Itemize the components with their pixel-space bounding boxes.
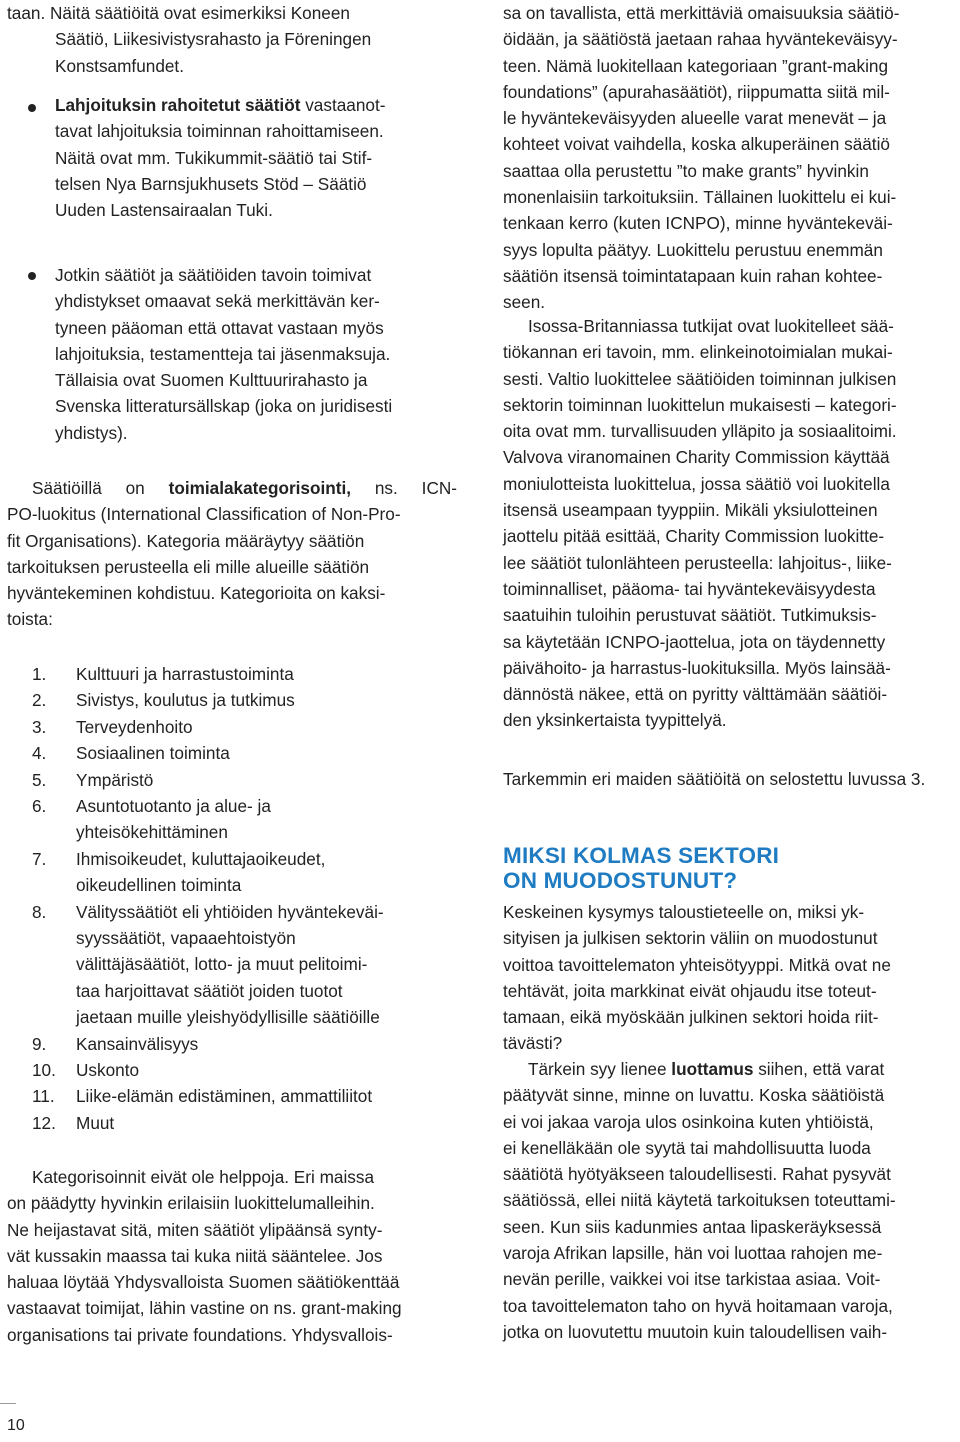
text-line: Näitä ovat mm. Tukikummit-säätiö tai Stif- — [55, 147, 373, 168]
text-line: ei kenelläkään ole syytä tai mahdollisuutta luoda — [503, 1137, 871, 1158]
text-line: foundations” (apurahasäätiöt), riippumatta siitä mil- — [503, 81, 890, 102]
bold-term: luottamus — [671, 1059, 754, 1079]
text-line: saatuihin tuloihin perustuvat säätiöt. Tutkimuksis- — [503, 605, 877, 626]
list-number: 9. — [32, 1033, 47, 1054]
list-item-text: Ympäristö — [76, 769, 154, 790]
list-item-text: Kansainvälisyys — [76, 1033, 199, 1054]
paragraph — [503, 313, 956, 734]
text-line: säätiössä, ellei niitä käytetä tarkoituksen toteuttami- — [503, 1190, 896, 1211]
text-line: vät kussakin maassa tai kuka niitä sääntelee. Jos — [7, 1245, 383, 1266]
list-item-text: Asuntotuotanto ja alue- ja — [76, 796, 271, 816]
text-line: Säätiöillä on toimialakategorisointi, ns. ICN- — [32, 478, 457, 498]
list-item-text: oikeudellinen toiminta — [76, 875, 242, 896]
text-line: tamaan, eikä myöskään julkinen sektori hoida riit- — [503, 1007, 879, 1028]
list-item-text: Sivistys, koulutus ja tutkimus — [76, 690, 295, 711]
list-item-text: taa harjoittavat säätiöt joiden tuotot — [76, 980, 343, 1001]
text-line: organisations tai private foundations. Yhdysvallois- — [7, 1324, 393, 1345]
text-line: Tärkein syy lienee luottamus siihen, että varat — [528, 1059, 885, 1079]
text-line: tiökannan eri tavoin, mm. elinkeinotoimialan mukai- — [503, 342, 893, 363]
list-item-text: Uskonto — [76, 1060, 140, 1080]
text-line: nevän perille, vaikkei voi itse tarkistaa asiaa. Voit- — [503, 1269, 881, 1290]
paragraph — [7, 1164, 457, 1348]
text-line: Kategorisoinnit eivät ole helppoja. Eri maissa — [32, 1167, 375, 1187]
text-line: yhdistys). — [55, 422, 128, 443]
text-line: Keskeinen kysymys taloustieteelle on, miksi yk- — [503, 902, 865, 922]
paragraph — [7, 475, 457, 633]
list-number: 4. — [32, 743, 47, 764]
text-line: lahjoituksia, testamentteja tai jäsenmaksuja. — [55, 343, 391, 364]
text-line: jotka on luovutettu muutoin kuin taloudellisen vaih- — [503, 1321, 888, 1342]
paragraph — [503, 899, 956, 1057]
text-line: Svenska litteratursällskap (joka on juridisesti — [55, 396, 393, 417]
text-line: on päädytty hyvinkin erilaisiin luokittelumalleihin. — [7, 1193, 375, 1214]
text-line: vastaavat toimijat, lähin vastine on ns. grant-making — [7, 1298, 402, 1319]
text-line: taan. Näitä säätiöitä ovat esimerkiksi Koneen — [7, 3, 350, 23]
text-line: le hyväntekeväisyyden alueelle varat menevät – ja — [503, 108, 887, 129]
text-line: sektorin toiminnan luokittelun mukaisesti – kategori- — [503, 394, 897, 415]
text-line: sityisen ja julkisen sektorin väliin on muodostunut — [503, 928, 878, 949]
list-item-text: Liike-elämän edistäminen, ammattiliitot — [76, 1086, 373, 1107]
text-line: hyväntekeminen kohdistuu. Kategorioita on kaksi- — [7, 583, 386, 604]
text-line: yhdistykset omaavat sekä merkittävän ker- — [55, 291, 380, 312]
text-line: fit Organisations). Kategoria määräytyy säätiön — [7, 530, 365, 551]
list-item-text: välittäjäsäätiöt, lotto- ja muut pelitoimi- — [76, 954, 368, 975]
bold-term: toimialakategorisointi, — [168, 478, 352, 498]
text-line: Valvova viranomainen Charity Commission käyttää — [503, 447, 890, 468]
list-item-text: Ihmisoikeudet, kuluttajaoikeudet, — [76, 848, 326, 869]
text-line: oita ovat mm. turvallisuuden ylläpito ja sosiaalitoimi. — [503, 421, 897, 442]
bullet-item — [55, 262, 465, 446]
list-item-text: yhteisökehittäminen — [76, 822, 228, 843]
paragraph — [503, 1056, 956, 1345]
text-line: Lahjoituksin rahoitetut säätiöt vastaanot- — [55, 95, 386, 115]
text-line: öidään, ja säätiöstä jaetaan rahaa hyväntekeväisyy- — [503, 29, 898, 50]
section-heading — [503, 843, 779, 893]
text-line: Ne heijastavat sitä, miten säätiöt ylipäänsä synty- — [7, 1219, 383, 1240]
text-line: PO-luokitus (International Classification of Non-Pro- — [7, 504, 401, 525]
list-number: 6. — [32, 796, 47, 816]
text-line: Konstsamfundet. — [55, 55, 184, 76]
list-number: 5. — [32, 769, 47, 790]
text-line: sa on tavallista, että merkittäviä omaisuuksia säätiö- — [503, 3, 900, 23]
text-line: toiminnalliset, pääoma- tai hyväntekeväisyydesta — [503, 578, 876, 599]
text-line: Jotkin säätiöt ja säätiöiden tavoin toimivat — [55, 265, 372, 285]
text-line: teen. Nämä luokitellaan kategoriaan ”grant-making — [503, 55, 889, 76]
text-line: Tällaisia ovat Suomen Kulttuurirahasto ja — [55, 370, 368, 391]
bullet-icon — [28, 272, 36, 280]
text-line: Isossa-Britanniassa tutkijat ovat luokitelleet sää- — [528, 316, 894, 336]
list-number: 10. — [32, 1060, 56, 1080]
text-line: tehtävät, joita markkinat eivät ohjaudu itse toteut- — [503, 980, 877, 1001]
text-line: den yksinkertaista tyypittelyä. — [503, 710, 727, 731]
text-line: toista: — [7, 609, 53, 630]
text-line: tenkaan kerro (kuten ICNPO), minne hyväntekeväi- — [503, 213, 893, 234]
text-line: varoja Afrikan lapsille, hän voi luottaa rahojen me- — [503, 1243, 883, 1264]
text-line: säätiötä hyötyäkseen taloudellisesti. Rahat pysyvät — [503, 1164, 891, 1185]
list-item-text: Välityssäätiöt eli yhtiöiden hyväntekeväi- — [76, 901, 384, 922]
text-line: lee säätiöt tulonlähteen perusteella: lahjoitus-, liike- — [503, 552, 892, 573]
text-line: tyneen pääoman että ottavat vastaan myös — [55, 317, 384, 338]
list-number: 12. — [32, 1112, 56, 1133]
bullet-item — [55, 92, 465, 223]
text-line: Säätiö, Liikesivistysrahasto ja Föreningen — [55, 29, 372, 50]
list-number: 3. — [32, 716, 47, 737]
text-line: sa käytetään ICNPO-jaottelua, jota on täydennetty — [503, 631, 886, 652]
heading-line: MIKSI KOLMAS SEKTORI — [503, 843, 780, 868]
text-line: seen. Kun siis kadunmies antaa lipaskeräyksessä — [503, 1216, 882, 1237]
list-item-text: Terveydenhoito — [76, 716, 193, 737]
text-line: seen. — [503, 292, 546, 313]
page-number: 10 — [7, 1417, 25, 1434]
text-line: tavat lahjoituksia toiminnan rahoittamiseen. — [55, 121, 384, 142]
text-line: Uuden Lastensairaalan Tuki. — [55, 200, 273, 221]
text-line: sesti. Valtio luokittelee säätiöiden toiminnan julkisen — [503, 368, 897, 389]
list-number: 2. — [32, 690, 47, 711]
heading-line: ON MUODOSTUNUT? — [503, 868, 738, 893]
text-line: jaottelu pitää esittää, Charity Commission luokitte- — [503, 526, 885, 547]
text-line: voittoa tavoittelematon yhteisötyyppi. Mitkä ovat ne — [503, 954, 891, 975]
list-number: 8. — [32, 901, 47, 922]
list-number: 11. — [32, 1086, 55, 1107]
text-line: Tarkemmin eri maiden säätiöitä on selostettu luvussa 3. — [503, 769, 926, 789]
text-line: kohteet voivat vaihdella, koska alkuperäinen säätiö — [503, 134, 890, 155]
text-line: päivähoito- ja harrastus-luokituksilla. Myös lainsää- — [503, 657, 891, 678]
text-line: tävästi? — [503, 1033, 563, 1054]
list-item-text: jaetaan muille yleishyödyllisille säätiöille — [76, 1007, 380, 1028]
text-line: saattaa olla perustettu ”to make grants” hyvinkin — [503, 160, 869, 181]
list-item-text: Sosiaalinen toiminta — [76, 743, 230, 764]
paragraph — [503, 0, 956, 316]
text-line: telsen Nya Barnsjukhusets Stöd – Säätiö — [55, 173, 367, 194]
bold-term: Lahjoituksin rahoitetut säätiöt — [55, 95, 301, 115]
text-line: dännöstä näkee, että on pyritty välttämään säätiöi- — [503, 684, 888, 705]
list-item-text: syyssäätiöt, vapaaehtoistyön — [76, 927, 296, 948]
text-line: tarkoituksen perusteella eli mille alueille säätiön — [7, 556, 370, 577]
text-line: haluaa löytää Yhdysvalloista Suomen säätiökenttää — [7, 1272, 400, 1293]
list-number: 1. — [32, 664, 47, 684]
text-line: toa tavoittelematon taho on hyvä hoitamaan varoja, — [503, 1295, 893, 1316]
list-item-text: Muut — [76, 1112, 115, 1133]
list-number: 7. — [32, 848, 47, 869]
text-line: päätyvät sinne, minne on luvattu. Koska säätiöistä — [503, 1085, 885, 1106]
bullet-icon — [28, 104, 36, 112]
text-line: itsensä useampaan tyyppiin. Mikäli yksiulotteinen — [503, 500, 878, 521]
paragraph — [503, 766, 956, 792]
footer-rule — [0, 1403, 16, 1404]
text-line: säätiön itsensä toimintatapaan kuin rahan kohtee- — [503, 265, 883, 286]
list-item-text: Kulttuuri ja harrastustoiminta — [76, 664, 294, 684]
text-line: ei voi jakaa varoja ulos osinkoina kuten yhtiöistä, — [503, 1111, 874, 1132]
text-line: moniulotteista luokittelua, jossa säätiö voi luokitella — [503, 473, 890, 494]
left-intro — [7, 0, 457, 79]
text-line: syys lopulta päätyy. Luokittelu perustuu enemmän — [503, 239, 883, 260]
text-line: monenlaisiin tarkoituksiin. Tällainen luokittelu ei kui- — [503, 187, 897, 208]
